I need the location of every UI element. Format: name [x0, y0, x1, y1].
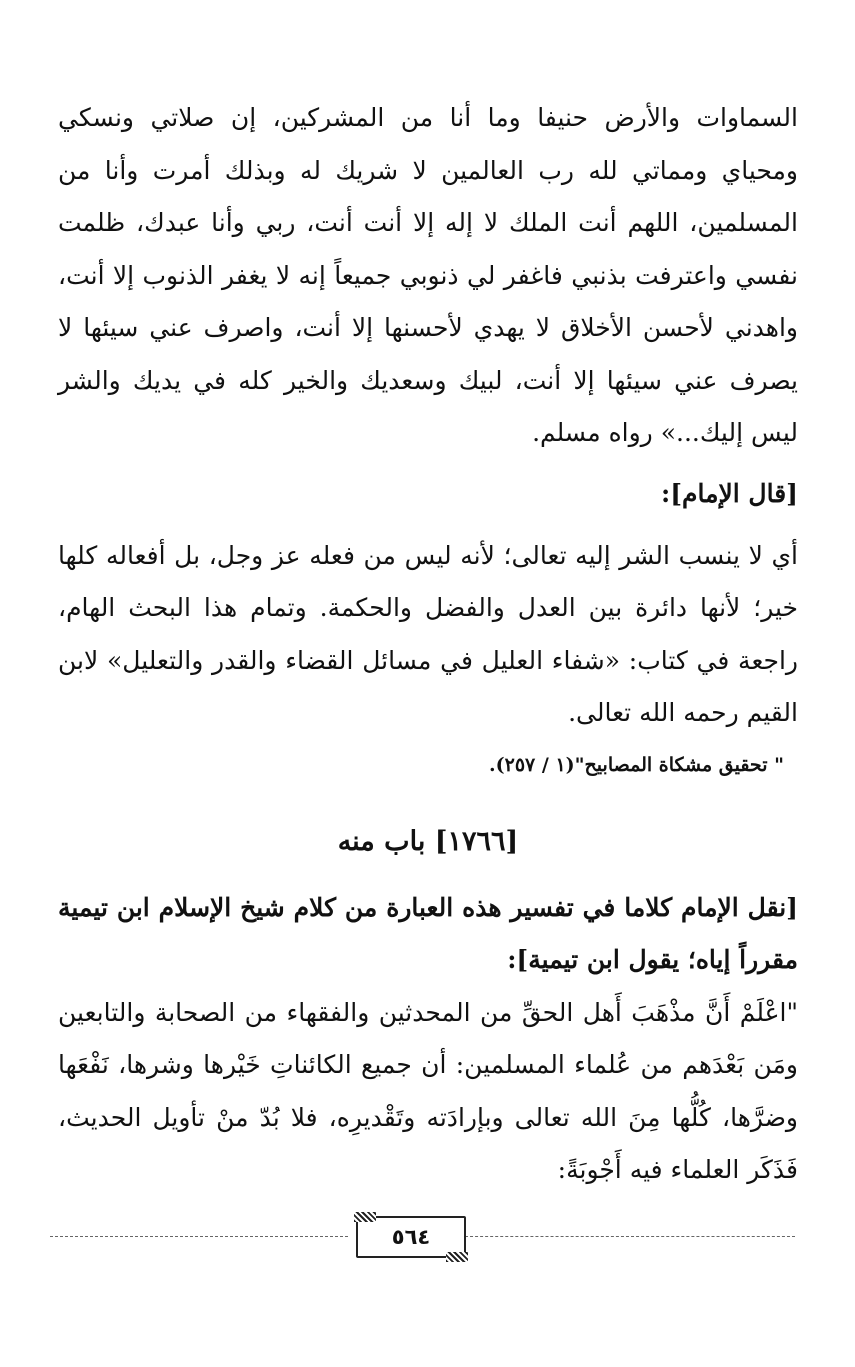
page-footer — [50, 1212, 795, 1258]
page-number-box — [356, 1216, 466, 1258]
page-number: ٥٦٤ — [391, 1225, 431, 1249]
paragraph-hadith-text: السماوات والأرض حنيفا وما أنا من المشركين، إن صلاتي ونسكي ومحياي ومماتي لله رب العالمين لا شريك له وبذلك أمرت وأنا من المسلمين، اللهم أنت الملك لا إله إلا أنت أنت، ربي وأنا عبدك، ظلمت نفسي واعترفت بذنبي فاغفر لي ذنوبي جميعاً إنه لا يغفر الذنوب إلا أنت، واهدني لأحسن الأخلاق لا يهدي لأحسنها إلا أنت، واصرف عني سيئها لا يصرف عني سيئها إلا أنت، لبيك وسعديك والخير كله في يديك والشر ليس إليك...» رواه مسلم. — [58, 103, 798, 447]
footer-rule-left — [50, 1236, 348, 1237]
footer-rule-right — [465, 1236, 795, 1237]
page-body — [58, 92, 798, 1197]
ornament-icon — [446, 1252, 468, 1262]
section-heading-imam: [قال الإمام]: — [660, 478, 798, 508]
chapter-title: [١٧٦٦] باب منه — [337, 825, 519, 857]
source-footnote: " تحقيق مشكاة المصابيح"(١ / ٢٥٧). — [489, 753, 784, 776]
paragraph-quotation: "اعْلَمْ أَنَّ مذْهَبَ أَهل الحقِّ من المحدثين والفقهاء من الصحابة والتابعين ومَن بَعْدَهم من عُلماء المسلمين: أن جميع الكائناتِ خَيْرها وشرها، نَفْعَها وضرَّها، كُلُّها مِنَ الله تعالى وبإرادَته وتَقْديرِه، فلا بُدّ منْ تأويل الحديث، فَذَكَر العلماء فيه أَجْوبَةً: — [58, 997, 798, 1184]
paragraph-introduction: [نقل الإمام كلاما في تفسير هذه العبارة من كلام شيخ الإسلام ابن تيمية مقرراً إياه؛ يقول ابن تيمية]: — [58, 892, 798, 974]
ornament-icon — [354, 1212, 376, 1222]
paragraph-commentary: أي لا ينسب الشر إليه تعالى؛ لأنه ليس من فعله عز وجل، بل أفعاله كلها خير؛ لأنها دائرة بين العدل والفضل والحكمة. وتمام هذا البحث الهام، راجعة في كتاب: «شفاء العليل في مسائل القضاء والقدر والتعليل» لابن القيم رحمه الله تعالى. — [58, 540, 798, 727]
